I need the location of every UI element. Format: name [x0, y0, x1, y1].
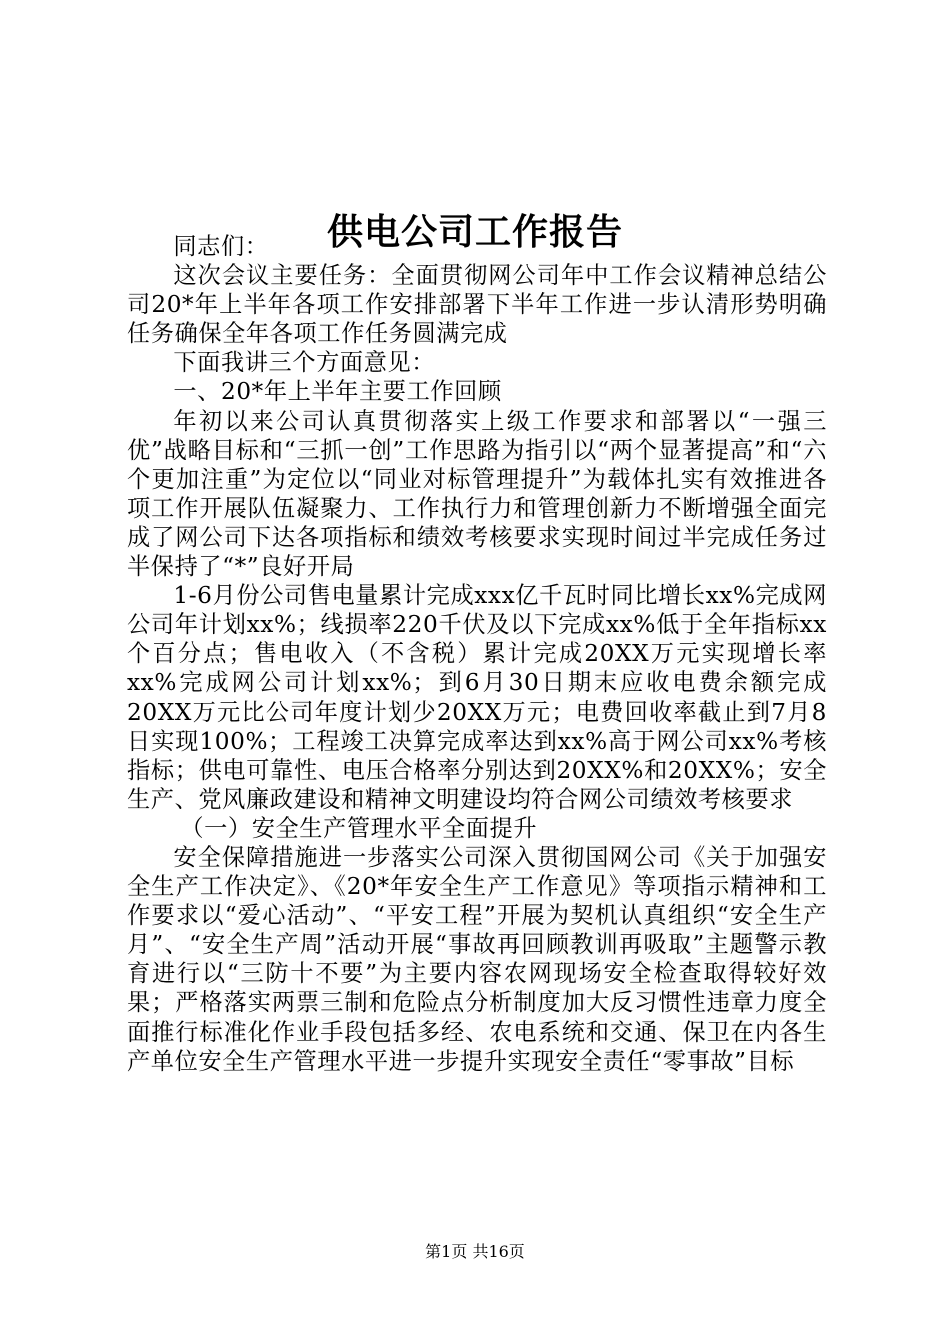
- document-title: 供电公司工作报告: [326, 211, 623, 254]
- body-paragraph: 这次会议主要任务：全面贯彻网公司年中工作会议精神总结公司20*年上半年各项工作安排部署下半年工作进一步认清形势明确任务确保全年各项工作任务圆满完成: [127, 262, 827, 348]
- body-paragraph: 安全保障措施进一步落实公司深入贯彻国网公司《关于加强安全生产工作决定》、《20*年安全生产工作意见》等项指示精神和工作要求以“爱心活动”、“平安工程”开展为契机认真组织“安全生产月”、“安全生产周”活动开展“事故再回顾教训再吸取”主题警示教育进行以“三防十不要”为主要内容农网现场安全检查取得较好效果；严格落实两票三制和危险点分析制度加大反习惯性违章力度全面推行标准化作业手段包括多经、农电系统和交通、保卫在内各生产单位安全生产管理水平进一步提升实现安全责任“零事故”目标: [127, 843, 827, 1075]
- subsection-heading: （一）安全生产管理水平全面提升: [180, 814, 538, 842]
- salutation-paragraph: 同志们：: [173, 233, 269, 260]
- section-heading: 一、20*年上半年主要工作回顾: [173, 378, 502, 406]
- body-paragraph: 下面我讲三个方面意见：: [173, 349, 436, 377]
- document-body: [127, 232, 827, 1076]
- body-paragraph: 年初以来公司认真贯彻落实上级工作要求和部署以“一强三优”战略目标和“三抓一创”工作思路为指引以“两个显著提高”和“六个更加注重”为定位以“同业对标管理提升”为载体扎实有效推进各项工作开展队伍凝聚力、工作执行力和管理创新力不断增强全面完成了网公司下达各项指标和绩效考核要求实现时间过半完成任务过半保持了“*”良好开局: [127, 407, 827, 581]
- body-paragraph: 1-6月份公司售电量累计完成xxx亿千瓦时同比增长xx%完成网公司年计划xx%；线损率220千伏及以下完成xx%低于全年指标xx个百分点；售电收入（不含税）累计完成20XX万元实现增长率xx%完成网公司计划xx%；到6月30日期末应收电费余额完成20XX万元比公司年度计划少20XX万元；电费回收率截止到7月8日实现100%；工程竣工决算完成率达到xx%高于网公司xx%考核指标；供电可靠性、电压合格率分别达到20XX%和20XX%；安全生产、党风廉政建设和精神文明建设均符合网公司绩效考核要求: [127, 582, 827, 813]
- page-number-footer: 第1页 共16页: [425, 1242, 525, 1261]
